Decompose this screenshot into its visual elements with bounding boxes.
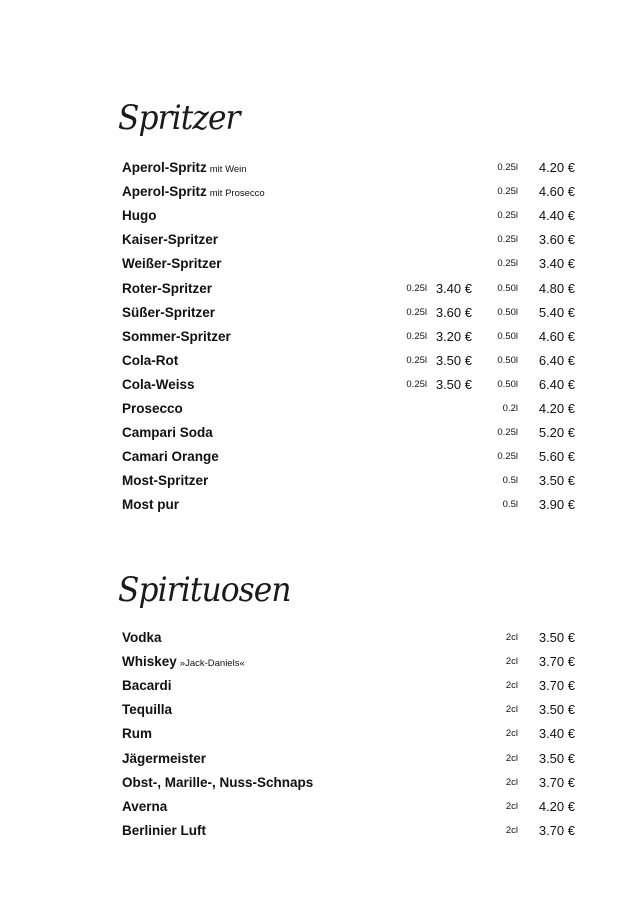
item-name xyxy=(122,698,172,722)
menu-item xyxy=(0,301,640,325)
item-name xyxy=(122,373,195,397)
menu-item xyxy=(0,469,640,493)
item-name xyxy=(122,156,247,182)
item-name-text: Weißer-Spritzer xyxy=(122,256,222,272)
item-price: 5.20 € xyxy=(538,425,575,441)
item-price: 3.50 € xyxy=(538,473,575,489)
item-size: 0.25l xyxy=(497,186,518,198)
item-size: 2cl xyxy=(505,800,518,812)
item-name xyxy=(122,650,245,676)
item-size: 0.50l xyxy=(497,306,518,318)
item-name-text: Whiskey xyxy=(122,654,177,670)
item-name-text: Kaiser-Spritzer xyxy=(122,232,219,248)
item-name-text: Cola-Rot xyxy=(122,352,179,368)
item-name xyxy=(122,349,178,373)
item-size: 2cl xyxy=(505,752,518,764)
item-size: 2cl xyxy=(505,632,518,643)
item-price: 3.70 € xyxy=(538,822,575,838)
menu-item xyxy=(0,493,640,517)
item-price: 4.40 € xyxy=(538,208,575,224)
item-price-small: 3.20 € xyxy=(435,328,472,344)
item-price: 5.40 € xyxy=(538,304,575,320)
item-name xyxy=(122,228,218,252)
item-name xyxy=(122,493,179,517)
item-size: 0.5l xyxy=(502,499,518,511)
menu-item xyxy=(0,373,640,397)
item-note: »Jack-Daniels« xyxy=(179,658,245,670)
item-size: 0.50l xyxy=(497,282,518,294)
item-price-small: 3.60 € xyxy=(435,304,472,320)
item-size: 2cl xyxy=(505,776,518,788)
item-name xyxy=(122,397,183,421)
item-name xyxy=(122,469,208,493)
item-name-text: Campari Soda xyxy=(122,425,213,441)
item-price: 3.50 € xyxy=(538,630,575,645)
menu-item xyxy=(0,819,640,843)
item-price: 3.40 € xyxy=(538,726,575,742)
item-price: 6.40 € xyxy=(538,352,575,368)
item-name xyxy=(122,325,231,349)
item-size: 2cl xyxy=(505,728,518,740)
item-size: 0.5l xyxy=(502,475,518,487)
item-name xyxy=(122,674,172,698)
menu-item xyxy=(0,277,640,301)
item-size: 0.2l xyxy=(502,403,518,414)
item-size: 2cl xyxy=(505,824,518,836)
menu-item xyxy=(0,795,640,819)
spritzer-title: Spritzer xyxy=(118,98,240,138)
item-size: 0.25l xyxy=(497,451,518,463)
menu-item xyxy=(0,747,640,771)
item-price: 3.40 € xyxy=(538,256,575,272)
menu-item xyxy=(0,156,640,180)
menu-item xyxy=(0,626,640,650)
item-price: 4.20 € xyxy=(538,798,575,814)
spirituosen-title: Spirituosen xyxy=(118,570,291,610)
menu-item xyxy=(0,397,640,421)
menu-item xyxy=(0,421,640,445)
item-name-text: Jägermeister xyxy=(122,750,207,766)
item-size: 2cl xyxy=(505,680,518,692)
menu-item xyxy=(0,650,640,674)
item-name xyxy=(122,421,213,445)
item-name xyxy=(122,277,212,301)
item-name-text: Süßer-Spritzer xyxy=(122,304,216,320)
menu-item xyxy=(0,722,640,746)
item-size: 0.25l xyxy=(497,427,518,439)
item-name xyxy=(122,722,152,746)
item-size-small: 0.25l xyxy=(406,282,427,294)
item-price: 3.50 € xyxy=(538,702,575,718)
item-name-text: Most-Spritzer xyxy=(122,473,209,489)
menu-item xyxy=(0,204,640,228)
item-price: 4.60 € xyxy=(538,184,575,200)
item-price: 5.60 € xyxy=(538,449,575,465)
menu-item xyxy=(0,349,640,373)
item-note: mit Prosecco xyxy=(209,188,265,200)
item-size: 0.25l xyxy=(497,162,518,173)
item-size-small: 0.25l xyxy=(406,330,427,342)
menu-item xyxy=(0,698,640,722)
item-name-text: Sommer-Spritzer xyxy=(122,328,231,344)
item-size-small: 0.25l xyxy=(406,354,427,366)
item-price-small: 3.50 € xyxy=(435,376,472,392)
menu-item xyxy=(0,674,640,698)
item-name xyxy=(122,626,162,650)
item-name-text: Averna xyxy=(122,798,168,814)
item-name-text: Hugo xyxy=(122,208,157,224)
item-size: 0.25l xyxy=(497,210,518,222)
item-name xyxy=(122,445,219,469)
item-name xyxy=(122,771,313,795)
item-price: 3.70 € xyxy=(538,678,575,694)
item-size: 2cl xyxy=(505,656,518,668)
menu-item xyxy=(0,325,640,349)
item-name xyxy=(122,301,215,325)
item-price: 3.70 € xyxy=(538,654,575,670)
item-price: 4.20 € xyxy=(538,160,575,175)
item-price: 4.80 € xyxy=(538,280,575,296)
item-name xyxy=(122,747,206,771)
item-name xyxy=(122,204,157,228)
item-size: 0.50l xyxy=(497,354,518,366)
item-name-text: Vodka xyxy=(122,630,162,645)
item-name-text: Roter-Spritzer xyxy=(122,280,213,296)
item-name-text: Prosecco xyxy=(122,401,183,416)
item-size-small: 0.25l xyxy=(406,378,427,390)
menu-item xyxy=(0,228,640,252)
item-name xyxy=(122,180,265,206)
item-price: 3.60 € xyxy=(538,232,575,248)
item-note: mit Wein xyxy=(209,164,247,175)
item-name xyxy=(122,795,167,819)
item-size: 2cl xyxy=(505,704,518,716)
item-name-text: Bacardi xyxy=(122,678,172,694)
item-price: 3.70 € xyxy=(538,774,575,790)
item-size-small: 0.25l xyxy=(406,306,427,318)
item-size: 0.25l xyxy=(497,258,518,270)
item-price: 4.20 € xyxy=(538,401,575,416)
menu-item xyxy=(0,180,640,204)
item-name-text: Obst-, Marille-, Nuss-Schnaps xyxy=(122,774,314,790)
item-price: 4.60 € xyxy=(538,328,575,344)
item-name-text: Berlinier Luft xyxy=(122,822,207,838)
item-name xyxy=(122,819,206,843)
item-name xyxy=(122,252,222,276)
menu-item xyxy=(0,771,640,795)
item-name-text: Most pur xyxy=(122,497,179,513)
item-price: 3.50 € xyxy=(538,750,575,766)
menu-item xyxy=(0,445,640,469)
item-name-text: Rum xyxy=(122,726,152,742)
item-name-text: Cola-Weiss xyxy=(122,376,195,392)
item-size: 0.25l xyxy=(497,234,518,246)
menu-item xyxy=(0,252,640,276)
item-name-text: Aperol-Spritz xyxy=(122,184,207,200)
item-price-small: 3.50 € xyxy=(435,352,472,368)
item-name-text: Aperol-Spritz xyxy=(122,160,207,175)
item-name-text: Camari Orange xyxy=(122,449,219,465)
item-price: 6.40 € xyxy=(538,376,575,392)
item-name-text: Tequilla xyxy=(122,702,173,718)
item-price: 3.90 € xyxy=(538,497,575,513)
item-size: 0.50l xyxy=(497,378,518,390)
item-size: 0.50l xyxy=(497,330,518,342)
item-price-small: 3.40 € xyxy=(435,280,472,296)
